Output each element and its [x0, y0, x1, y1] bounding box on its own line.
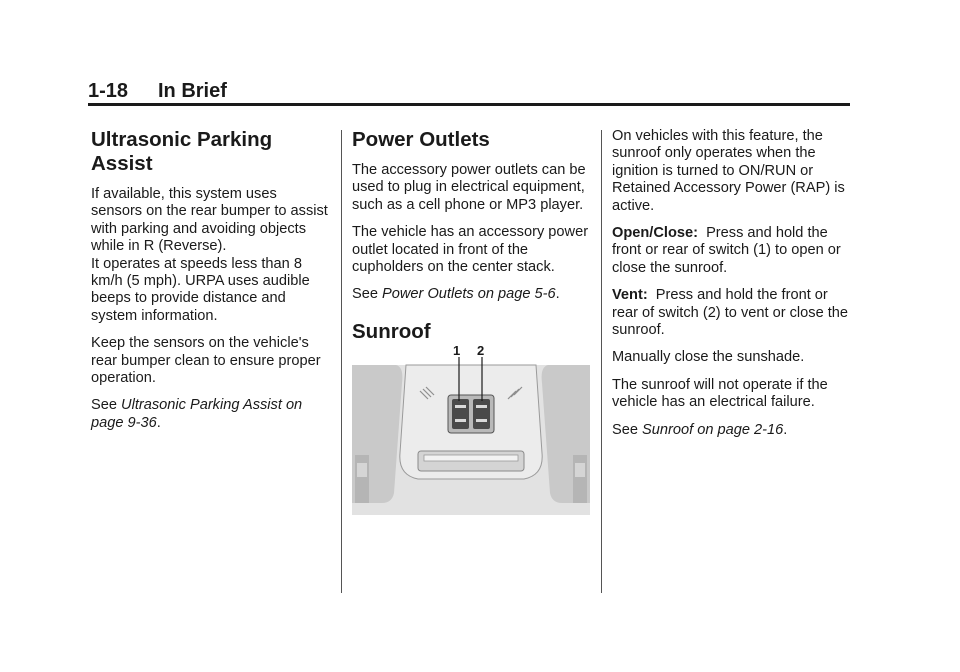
paragraph-sunshade: Manually close the sunshade.	[612, 349, 805, 366]
label-vent: Vent:	[612, 287, 648, 304]
callout-label-2: 2	[477, 343, 485, 358]
paragraph-see-sunroof	[612, 422, 852, 439]
see-label: See	[91, 397, 122, 414]
paragraph-vent	[612, 287, 852, 339]
see-label: See	[352, 286, 383, 303]
column-divider-1	[341, 130, 342, 593]
paragraph-see-outlets	[352, 286, 592, 303]
paragraph-open-close	[612, 225, 852, 277]
column-sunroof	[612, 128, 852, 449]
paragraph-outlet-location: The vehicle has an accessory power outlet located in front of the cupholders on the center stack.	[352, 224, 589, 276]
paragraph-keep-clean: Keep the sensors on the vehicle's rear bumper clean to ensure proper operation.	[91, 335, 321, 387]
heading-power-outlets: Power Outlets	[352, 128, 490, 151]
period: .	[156, 414, 161, 431]
see-label: See	[612, 421, 643, 438]
link-sunroof-reference[interactable]: Sunroof on page 2-16	[642, 421, 784, 438]
link-power-outlets-reference[interactable]: Power Outlets on page 5-6	[382, 286, 556, 303]
heading-parking-assist: Ultrasonic Parking Assist	[91, 128, 273, 175]
text-system-uses: If available, this system uses sensors on the rear bumper to assist with parking and avoiding objects while in R (Reverse).	[91, 186, 328, 255]
column-power-outlets	[352, 128, 592, 354]
link-parking-assist-reference[interactable]: Ultrasonic Parking Assist on page 9-36	[91, 397, 303, 431]
header-rule	[88, 103, 850, 106]
paragraph-sunroof-operation: On vehicles with this feature, the sunroof only operates when the ignition is turned to ON/RUN or Retained Accessory Power (RAP) is active.	[612, 128, 845, 214]
section-title: In Brief	[158, 80, 227, 102]
column-parking-assist	[91, 128, 331, 442]
text-vent: Press and hold the front or rear of switch (2) to vent or close the sunroof.	[612, 287, 849, 339]
period: .	[783, 421, 788, 438]
paragraph-electrical-failure: The sunroof will not operate if the vehicle has an electrical failure.	[612, 376, 828, 411]
text-open-close: Press and hold the front or rear of switch (1) to open or close the sunroof.	[612, 225, 841, 276]
text-speed-info: It operates at speeds less than 8 km/h (5 mph). URPA uses audible beeps to provide distance and system information.	[91, 255, 310, 324]
column-divider-2	[601, 130, 602, 593]
paragraph-system-description	[91, 186, 331, 325]
sunroof-switch-illustration	[352, 343, 590, 515]
paragraph-see-parking	[91, 397, 331, 432]
page-header	[88, 78, 850, 104]
page-number: 1-18	[88, 80, 129, 102]
heading-sunroof: Sunroof	[352, 319, 431, 343]
label-open-close: Open/Close:	[612, 225, 698, 242]
callout-label-1: 1	[453, 343, 461, 358]
period: .	[555, 286, 560, 303]
paragraph-outlet-usage: The accessory power outlets can be used to plug in electrical equipment, such as a cell phone or MP3 player.	[352, 162, 586, 213]
